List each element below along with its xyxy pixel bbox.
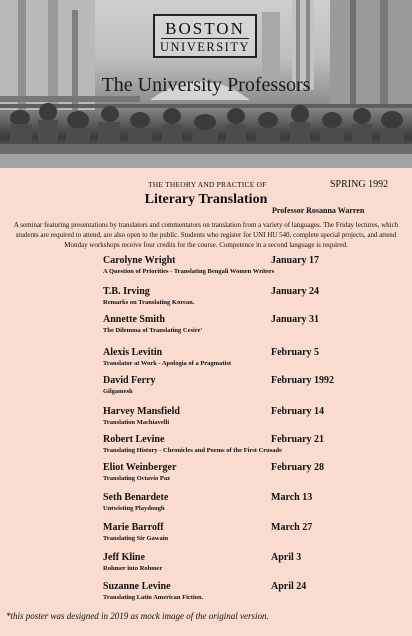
lecture-speaker: Carolyne Wright: [103, 255, 176, 266]
lecture-item: [103, 581, 373, 609]
lecture-item: [103, 347, 373, 375]
lecture-date: February 14: [271, 406, 325, 417]
lecture-date: March 13: [271, 492, 313, 503]
lecture-speaker: David Ferry: [103, 375, 156, 386]
lecture-speaker: Marie Barroff: [103, 522, 164, 533]
lecture-topic: The Dilemma of Translating Cesire': [103, 327, 203, 334]
lecture-item: [103, 552, 373, 580]
lecture-date: January 31: [271, 314, 320, 325]
lecture-speaker: Annette Smith: [103, 314, 165, 325]
lecture-speaker: Eliot Weinberger: [103, 462, 177, 473]
lecture-speaker: Seth Benardete: [103, 492, 169, 503]
lecture-date: January 24: [271, 286, 320, 297]
lecture-date: April 3: [271, 552, 302, 563]
lecture-topic: Translation Machiavelli: [103, 419, 170, 426]
professor-name: Professor Rosanna Warren: [272, 206, 365, 215]
course-subhead: THE THEORY AND PRACTICE OF: [148, 180, 267, 189]
lecture-date: April 24: [271, 581, 307, 592]
university-logo: [153, 14, 257, 58]
lecture-topic: Translating Octavio Paz: [103, 475, 171, 482]
lecture-speaker: Jeff Kline: [103, 552, 145, 563]
lecture-speaker: Alexis Levitin: [103, 347, 163, 358]
lecture-topic: Remarks on Translating Korean.: [103, 299, 195, 306]
lecture-item: [103, 406, 373, 434]
lecture-topic: Untwisting Playdough: [103, 505, 165, 512]
logo-line-university: UNIVERSITY: [160, 40, 250, 54]
lecture-date: February 21: [271, 434, 325, 445]
lecture-date: February 1992: [271, 375, 335, 386]
logo-line-boston: BOSTON: [161, 20, 249, 39]
lecture-item: [103, 286, 373, 314]
lecture-topic: Translating Sir Gawain: [103, 535, 169, 542]
lecture-topic: Translating Latin American Fiction.: [103, 594, 204, 601]
lecture-topic: A Question of Priorities - Translating Bengali Women Writers: [103, 268, 275, 275]
header-banner: [0, 0, 412, 168]
lecture-topic: Gilgamesh: [103, 388, 133, 395]
banner-title: The University Professors: [101, 74, 311, 96]
lecture-speaker: Robert Levine: [103, 434, 165, 445]
lecture-date: January 17: [271, 255, 320, 266]
design-footnote: *this poster was designed in 2019 as mock image of the original version.: [6, 611, 269, 621]
lecture-item: [103, 375, 373, 403]
lecture-item: [103, 255, 373, 283]
course-description: A seminar featuring presentations by translators and commentators on translation from a variety of languages. The Friday lectures, which students are required to attend, are also open to the public. Students who register for UNI HU 540, complete special projects, and attend Monday workshops receive four credits for the course. Competence in a second language is required.: [13, 221, 399, 249]
lecture-date: March 27: [271, 522, 313, 533]
lecture-item: [103, 492, 373, 520]
semester-label: SPRING 1992: [330, 179, 389, 190]
lecture-topic: Translating History - Chronicles and Poems of the First Crusade: [103, 447, 283, 454]
course-title: Literary Translation: [144, 192, 268, 207]
lecture-speaker: Harvey Mansfield: [103, 406, 180, 417]
lecture-item: [103, 314, 373, 342]
lecture-date: February 5: [271, 347, 320, 358]
lecture-speaker: T.B. Irving: [103, 286, 150, 297]
lecture-speaker: Suzanne Levine: [103, 581, 171, 592]
lecture-item: [103, 434, 373, 462]
lecture-topic: Rohmer into Rohmer: [103, 565, 163, 572]
lecture-date: February 28: [271, 462, 325, 473]
lecture-item: [103, 462, 373, 490]
lecture-topic: Translator at Work - Apologia of a Pragmatist: [103, 360, 232, 367]
lecture-item: [103, 522, 373, 550]
